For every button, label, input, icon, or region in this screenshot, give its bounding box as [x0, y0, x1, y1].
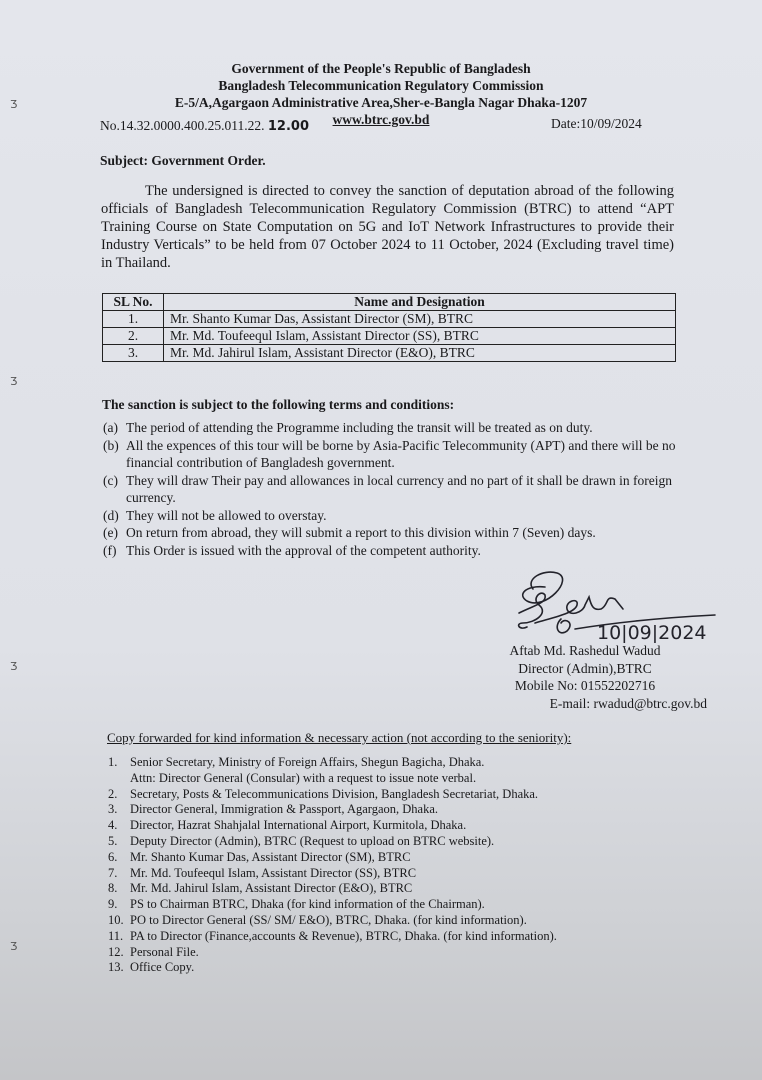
- item-text: PA to Director (Finance,accounts & Revenue), BTRC, Dhaka. (for kind information).: [130, 928, 557, 943]
- copy-forwarded-heading: Copy forwarded for kind information & necessary action (not according to the seniority):: [107, 730, 572, 745]
- item-number: 9.: [108, 897, 118, 912]
- term-text: This Order is issued with the approval of the competent authority.: [126, 542, 481, 558]
- list-item: [108, 866, 628, 882]
- term-text: All the expences of this tour will be borne by Asia-Pacific Telecommunity (APT) and there will be no financial contribution of Bangladesh government.: [126, 437, 676, 470]
- letterhead-website[interactable]: www.btrc.gov.bd: [332, 112, 430, 127]
- list-item: [108, 913, 628, 929]
- item-text: Secretary, Posts & Telecommunications Division, Bangladesh Secretariat, Dhaka.: [130, 786, 539, 801]
- signatory-designation: Director (Admin),BTRC: [518, 660, 652, 676]
- officials-table: [102, 293, 676, 362]
- item-text: PS to Chairman BTRC, Dhaka (for kind information of the Chairman).: [130, 897, 485, 912]
- list-item: [108, 818, 628, 834]
- punch-hole-mark: Ʒ: [10, 940, 18, 953]
- item-number: 5.: [108, 833, 118, 848]
- item-number: 3.: [108, 802, 118, 817]
- item-number: 1.: [108, 755, 118, 769]
- terms-list: [103, 419, 683, 559]
- order-date: Date:10/09/2024: [551, 116, 642, 131]
- list-item: [108, 755, 628, 771]
- term-text: They will draw Their pay and allowances in local currency and no part of it shall be drawn in foreign currency.: [126, 472, 672, 505]
- item-number: 13.: [108, 960, 124, 975]
- reference-number-printed: No.14.32.0000.400.25.011.22.: [100, 118, 265, 133]
- list-item: [108, 929, 628, 945]
- letterhead-government: Government of the People's Republic of Bangladesh: [231, 61, 531, 76]
- item-text: Director, Hazrat Shahjalal International Airport, Kurmitola, Dhaka.: [130, 818, 467, 833]
- column-header-name: Name and Designation: [164, 294, 676, 311]
- list-item: [103, 472, 683, 507]
- punch-hole-mark: Ʒ: [10, 660, 18, 673]
- table-row: [103, 345, 676, 362]
- punch-hole-mark: Ʒ: [10, 375, 18, 388]
- punch-hole-mark: Ʒ: [10, 98, 18, 111]
- term-label: (f): [103, 542, 117, 558]
- cell-name: Mr. Md. Toufeequl Islam, Assistant Director (SS), BTRC: [164, 328, 676, 345]
- item-number: 6.: [108, 849, 118, 864]
- term-label: (b): [103, 437, 119, 453]
- item-text: Senior Secretary, Ministry of Foreign Affairs, Shegun Bagicha, Dhaka.: [130, 755, 485, 769]
- item-number: 10.: [108, 912, 124, 927]
- list-item: [108, 850, 628, 866]
- item-number: 4.: [108, 818, 118, 833]
- cell-sl: 2.: [103, 328, 164, 345]
- list-item: [103, 507, 683, 525]
- body-paragraph: [101, 182, 674, 272]
- term-text: The period of attending the Programme including the transit will be treated as on duty.: [126, 420, 593, 435]
- list-item: [103, 542, 683, 560]
- body-text: The undersigned is directed to convey the sanction of deputation abroad of the following officials of Bangladesh Telecommunication Regulatory Commission (BTRC) to attend “APT Training Course on State Computation on 5G and IoT Network Infrastructures to provide their Industry Verticals” to be held from 07 October 2024 to 11 October, 2024 (Excluding travel time) in Thailand.: [101, 183, 674, 271]
- term-text: They will not be allowed to overstay.: [126, 507, 327, 523]
- item-text: Mr. Md. Toufeequl Islam, Assistant Director (SS), BTRC: [130, 865, 417, 880]
- list-item: [108, 960, 628, 976]
- term-label: (a): [103, 420, 118, 435]
- signatory-email: E-mail: rwadud@btrc.gov.bd: [549, 695, 707, 711]
- term-text: On return from abroad, they will submit a report to this division within 7 (Seven) days.: [126, 525, 596, 540]
- list-item: [103, 524, 683, 542]
- letterhead-organization: Bangladesh Telecommunication Regulatory Commission: [218, 78, 544, 93]
- cell-sl: 1.: [103, 311, 164, 328]
- item-number: 7.: [108, 865, 118, 880]
- signatory-name: Aftab Md. Rashedul Wadud: [509, 643, 661, 658]
- cell-sl: 3.: [103, 345, 164, 362]
- handwritten-signature: [505, 565, 740, 643]
- list-item: [108, 881, 628, 897]
- item-number: 11.: [108, 928, 124, 943]
- letterhead-address: E-5/A,Agargaon Administrative Area,Sher-e-Bangla Nagar Dhaka-1207: [174, 95, 588, 110]
- item-text: Director General, Immigration & Passport, Agargaon, Dhaka.: [130, 802, 439, 817]
- term-label: (e): [103, 525, 118, 540]
- item-subtext: Attn: Director General (Consular) with a request to issue note verbal.: [130, 770, 477, 785]
- copy-forwarded-list: [108, 755, 628, 976]
- reference-number-handwritten: 12.00: [267, 119, 309, 134]
- cell-name: Mr. Md. Jahirul Islam, Assistant Director (E&O), BTRC: [164, 345, 676, 362]
- item-text: Office Copy.: [130, 960, 195, 975]
- term-label: (d): [103, 507, 119, 523]
- item-number: 2.: [108, 786, 118, 801]
- table-row: [103, 311, 676, 328]
- cell-name: Mr. Shanto Kumar Das, Assistant Director (SM), BTRC: [164, 311, 676, 328]
- item-text: Personal File.: [130, 944, 199, 959]
- item-number: 12.: [108, 944, 124, 959]
- subject-line: Subject: Government Order.: [100, 153, 266, 168]
- list-item: [108, 834, 628, 850]
- column-header-sl: SL No.: [103, 294, 164, 311]
- list-item: [108, 945, 628, 961]
- signatory-block: [470, 642, 707, 712]
- item-text: Mr. Shanto Kumar Das, Assistant Director (SM), BTRC: [130, 849, 411, 864]
- table-row: [103, 328, 676, 345]
- list-item: [108, 802, 628, 818]
- list-item-subline: [108, 771, 628, 787]
- signature-date: 10|09|2024: [597, 622, 707, 643]
- list-item: [103, 419, 683, 437]
- list-item: [108, 787, 628, 803]
- terms-heading: The sanction is subject to the following terms and conditions:: [102, 397, 455, 412]
- list-item: [103, 437, 683, 472]
- item-text: Mr. Md. Jahirul Islam, Assistant Director (E&O), BTRC: [130, 881, 413, 896]
- item-text: Deputy Director (Admin), BTRC (Request to upload on BTRC website).: [130, 833, 495, 848]
- term-label: (c): [103, 472, 118, 488]
- item-number: 8.: [108, 881, 118, 896]
- list-item: [108, 897, 628, 913]
- table-header-row: [103, 294, 676, 311]
- item-text: PO to Director General (SS/ SM/ E&O), BTRC, Dhaka. (for kind information).: [130, 912, 527, 927]
- signatory-mobile: Mobile No: 01552202716: [514, 678, 656, 693]
- reference-number: [100, 118, 309, 134]
